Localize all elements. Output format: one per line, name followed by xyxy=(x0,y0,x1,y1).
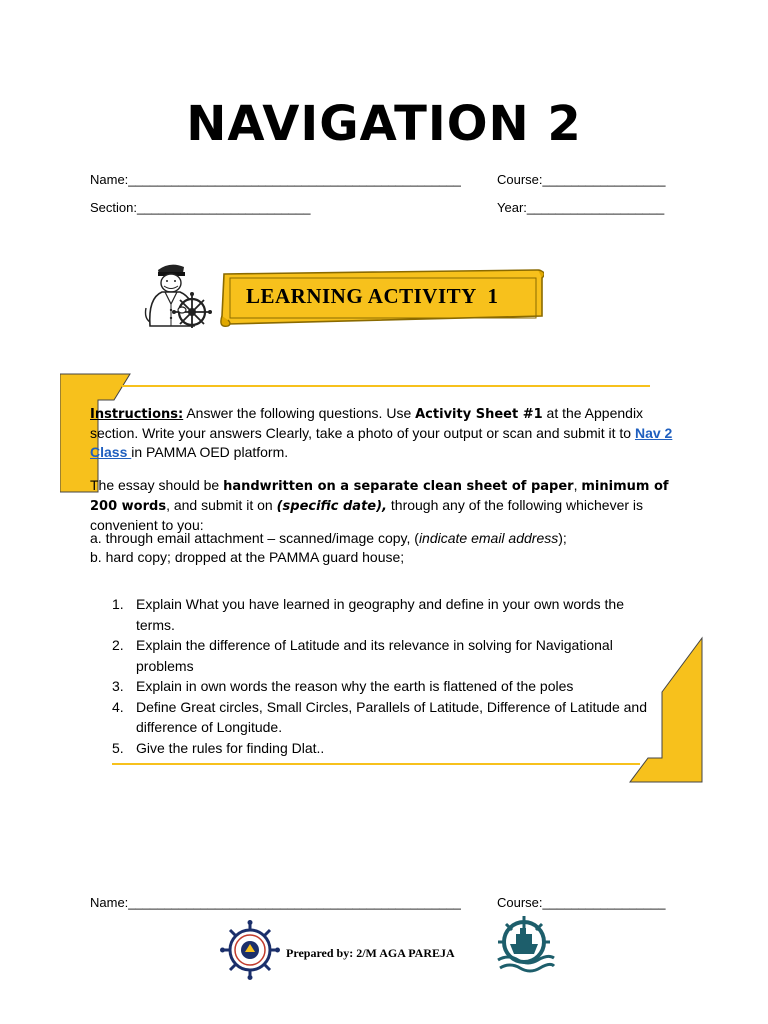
footer-course-field[interactable]: Course:_________________ xyxy=(497,895,666,910)
option-a-text: ); xyxy=(558,530,567,546)
question-text: Define Great circles, Small Circles, Parallels of Latitude, Difference of Latitude and difference of Longitude. xyxy=(136,698,647,735)
section-field[interactable]: Section:________________________ xyxy=(90,200,311,215)
list-item xyxy=(112,635,660,676)
page-title: NAVIGATION 2 xyxy=(186,96,582,152)
instructions-text: in PAMMA OED platform. xyxy=(131,444,289,460)
prepared-by-text: Prepared by: 2/M AGA PAREJA xyxy=(286,946,455,960)
option-a-email: indicate email address xyxy=(418,530,559,546)
name-field[interactable]: Name:______________________________________________ xyxy=(90,172,461,187)
ship-wheel-logo xyxy=(494,914,556,976)
course-field[interactable]: Course:_________________ xyxy=(497,172,666,187)
essay-text: , xyxy=(573,477,582,493)
activity-sheet-ref: Activity Sheet #1 xyxy=(415,407,543,422)
essay-text: through any of the following whichever is convenient to you: xyxy=(90,497,644,533)
essay-word-count: minimum of 200 words xyxy=(90,479,669,514)
question-number: 5. xyxy=(112,739,124,756)
submission-option-b: b. hard copy; dropped at the PAMMA guard house; xyxy=(90,549,405,565)
essay-date: (specific date), xyxy=(276,499,387,514)
questions-list xyxy=(112,594,660,758)
essay-paragraph xyxy=(90,476,680,535)
question-text: Explain What you have learned in geography and define in your own words the terms. xyxy=(136,596,624,633)
instructions-text: at the Appendix section. Write your answers Clearly, take a photo of your output or scan and submit it to xyxy=(90,405,644,441)
question-number: 3. xyxy=(112,678,124,694)
nav2-class-link[interactable]: Nav 2 Class xyxy=(90,425,673,460)
school-seal-logo xyxy=(220,920,280,980)
essay-text: , and submit it on xyxy=(166,497,277,513)
footer-name-field[interactable]: Name:______________________________________________ xyxy=(90,895,461,910)
captain-wheel-illustration xyxy=(136,258,218,328)
submission-option-a xyxy=(90,529,690,548)
instructions-label: Instructions: xyxy=(90,407,184,422)
essay-text: The essay should be xyxy=(90,477,224,493)
list-item xyxy=(112,697,660,738)
list-item xyxy=(112,676,660,697)
question-text: Explain in own words the reason why the earth is flattened of the poles xyxy=(136,678,574,694)
list-item xyxy=(112,594,660,635)
question-text: Explain the difference of Latitude and its relevance in solving for Navigational problems xyxy=(136,637,613,674)
instructions-text: Answer the following questions. Use xyxy=(183,405,416,421)
instructions-paragraph xyxy=(90,404,680,462)
question-number: 2. xyxy=(112,637,124,653)
year-field[interactable]: Year:___________________ xyxy=(497,200,665,215)
list-item xyxy=(112,738,660,759)
option-a-text: a. through email attachment – scanned/image copy, ( xyxy=(90,530,419,546)
question-number: 4. xyxy=(112,698,124,715)
question-text: Give the rules for finding Dlat.. xyxy=(136,739,325,756)
learning-activity-label: LEARNING ACTIVITY 1 xyxy=(246,284,499,308)
essay-requirement: handwritten on a separate clean sheet of paper xyxy=(223,479,574,494)
question-number: 1. xyxy=(112,596,124,612)
